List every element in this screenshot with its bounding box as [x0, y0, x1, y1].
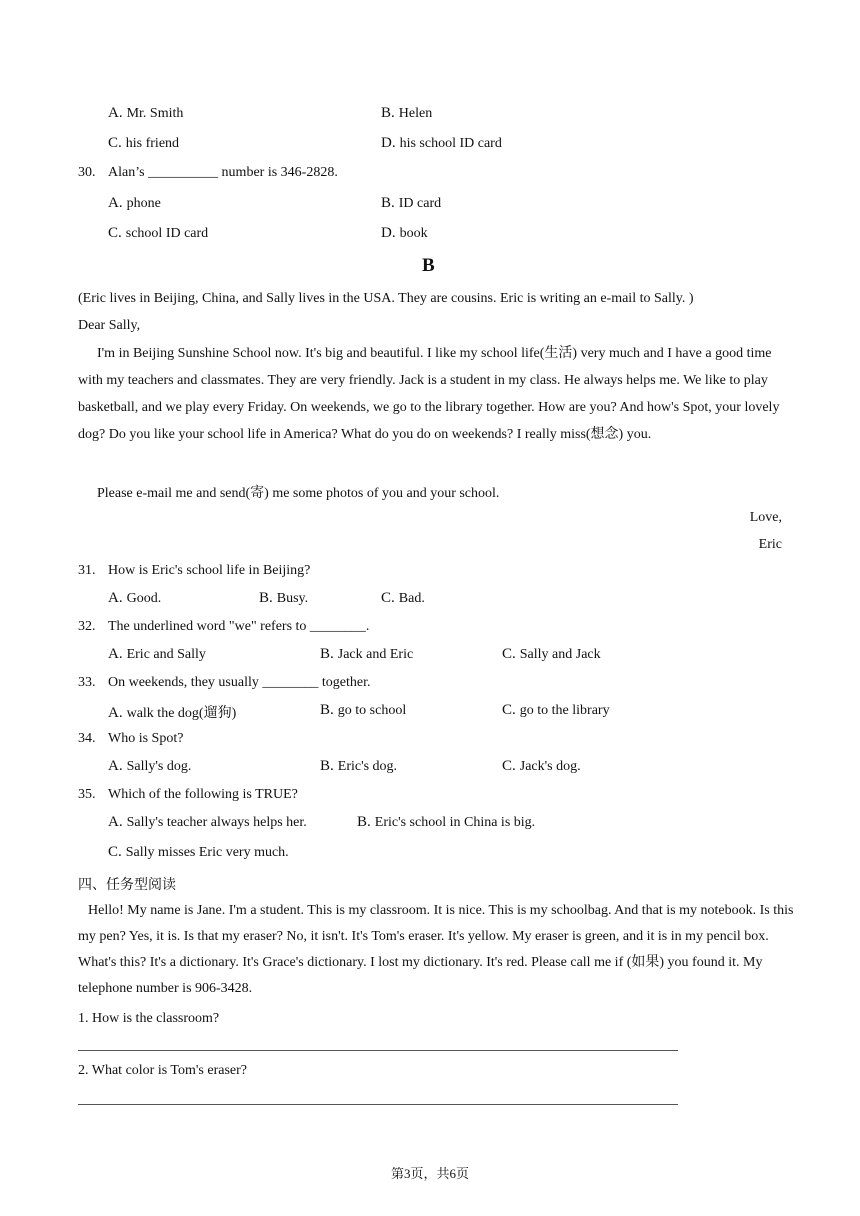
letter-closing: Love,: [749, 510, 782, 525]
q31-option-c: C. Bad.: [381, 590, 425, 606]
q29-option-b: B. Helen: [381, 105, 433, 121]
q32-option-a: A. Eric and Sally: [108, 646, 206, 662]
q34-option-c: C. Jack's dog.: [502, 758, 581, 774]
q33-option-c: C. go to the library: [502, 702, 610, 718]
q34-option-a: A. Sally's dog.: [108, 758, 192, 774]
q35-option-b: B. Eric's school in China is big.: [357, 814, 536, 830]
q30-stem: 30.: [78, 165, 96, 180]
q30-option-b: B. ID card: [381, 195, 442, 211]
q31-question: How is Eric's school life in Beijing?: [108, 563, 311, 578]
q32-number: 32.: [78, 619, 96, 634]
section-b-title: B: [422, 255, 435, 276]
letter-paragraph-2: Please e-mail me and send(寄) me some photos of you and your school.: [97, 486, 500, 501]
q32-option-c: C. Sally and Jack: [502, 646, 601, 662]
task-question-2: 2. What color is Tom's eraser?: [78, 1063, 247, 1078]
q33-option-b: B. go to school: [320, 702, 407, 718]
q30-option-d: D. book: [381, 225, 428, 241]
q35-option-c: C. Sally misses Eric very much.: [108, 844, 289, 860]
letter-paragraph-1: I'm in Beijing Sunshine School now. It's big and beautiful. I like my school life(生活) very much and I have a good time with my teachers and classmates. They are very friendly. Jack is a student in my class. He always helps me. We like to play basketball, and we play every Friday. On weekends, we go to the library together. How are you? And how's Spot, your lovely dog? Do you like your school life in America? What do you do on weekends? I really miss(想念) you.: [78, 346, 780, 442]
q35-option-a: A. Sally's teacher always helps her.: [108, 814, 307, 830]
q30-question: Alan’s __________ number is 346-2828.: [108, 165, 338, 180]
section-b-intro: (Eric lives in Beijing, China, and Sally lives in the USA. They are cousins. Eric is writing an e-mail to Sally. ): [78, 291, 694, 306]
q32-option-b: B. Jack and Eric: [320, 646, 414, 662]
q30-option-c: C. school ID card: [108, 225, 209, 241]
q30-option-a: A. phone: [108, 195, 161, 211]
task-question-1: 1. How is the classroom?: [78, 1011, 220, 1026]
page-footer: 第3页，共6页: [390, 1166, 469, 1181]
answer-line-1[interactable]: [78, 1050, 678, 1051]
q35-question: Which of the following is TRUE?: [108, 787, 298, 802]
letter-signature: Eric: [758, 537, 782, 552]
q34-option-b: B. Eric's dog.: [320, 758, 398, 774]
section-4-title: 四、任务型阅读: [78, 877, 176, 893]
q34-question: Who is Spot?: [108, 731, 184, 746]
q34-number: 34.: [78, 731, 96, 746]
q29-option-a: A. Mr. Smith: [108, 105, 184, 121]
section-4-passage: Hello! My name is Jane. I'm a student. This is my classroom. It is nice. This is my schoolbag. And that is my notebook. Is this my pen? Yes, it is. Is that my eraser? No, it isn't. It's Tom's eraser. It's yellow. My eraser is green, and it is in my pencil box. What's this? It's a dictionary. It's Grace's dictionary. I lost my dictionary. It's red. Please call me if (如果) you found it. My telephone number is 906-3428.: [78, 903, 794, 996]
q31-option-a: A. Good.: [108, 590, 162, 606]
answer-line-2[interactable]: [78, 1104, 678, 1105]
q31-option-b: B. Busy.: [259, 590, 309, 606]
q33-option-a: A. walk the dog(遛狗): [108, 705, 237, 721]
q29-option-d: D. his school ID card: [381, 135, 502, 151]
q35-number: 35.: [78, 787, 96, 802]
q31-number: 31.: [78, 563, 96, 578]
letter-greeting: Dear Sally,: [78, 318, 141, 333]
q32-question: The underlined word "we" refers to ________.: [108, 619, 370, 634]
q33-number: 33.: [78, 675, 96, 690]
q33-question: On weekends, they usually ________ together.: [108, 675, 371, 690]
q29-option-c: C. his friend: [108, 135, 180, 151]
